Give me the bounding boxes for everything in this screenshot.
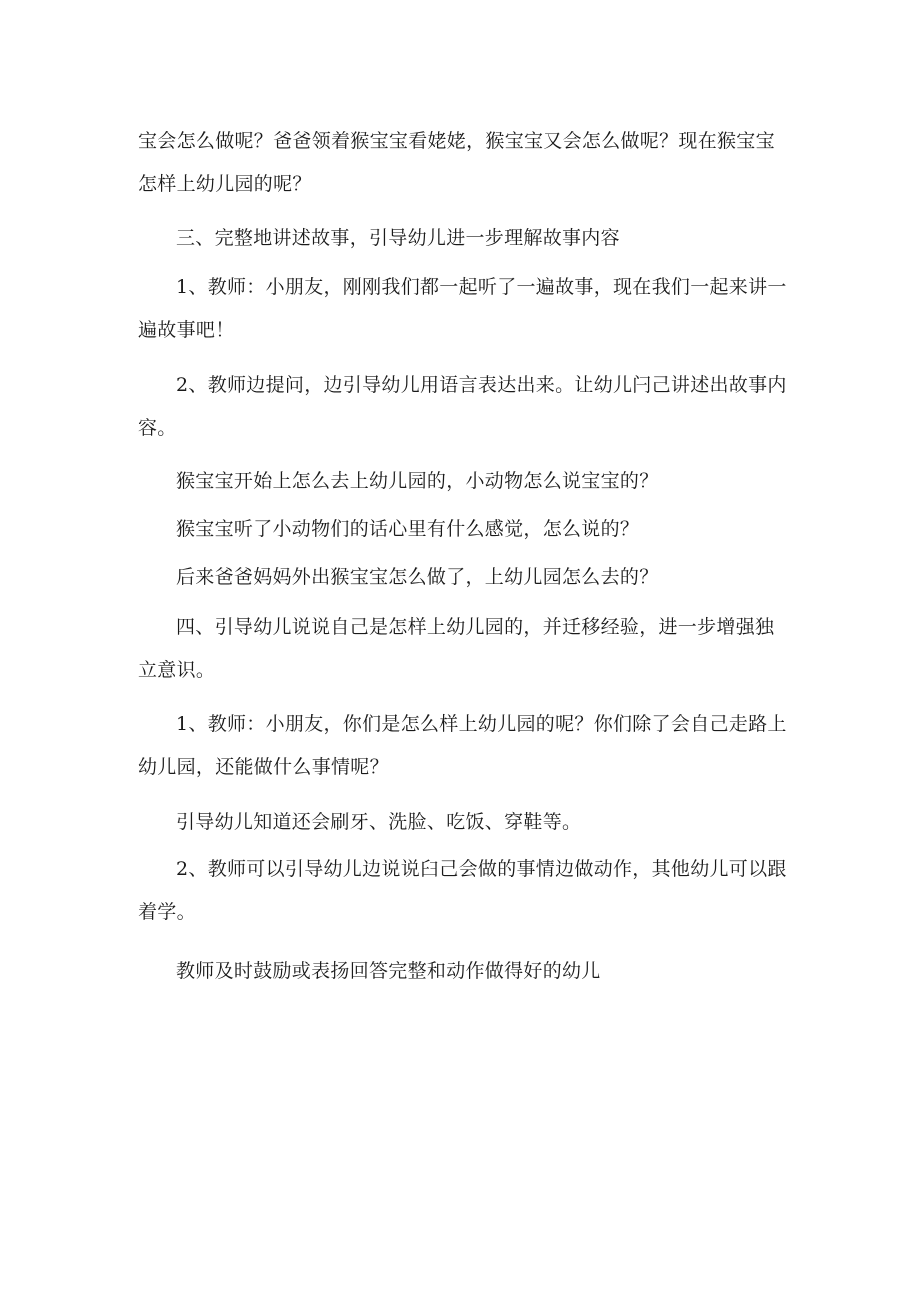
paragraph-story-questions: 宝会怎么做呢？爸爸领着猴宝宝看姥姥，猴宝宝又会怎么做呢？现在猴宝宝怎样上幼儿园的呢？ bbox=[138, 130, 775, 195]
paragraph-step-four-two: 2、教师可以引导幼儿边说说臼己会做的事情边做动作，其他幼儿可以跟着学。 bbox=[138, 858, 787, 923]
question-line-three: 后来爸爸妈妈外出猴宝宝怎么做了，上幼儿园怎么去的？ bbox=[176, 566, 659, 588]
paragraph-step-one: 1、教师：小朋友，刚刚我们都一起听了一遍故事，现在我们一起来讲一遍故事吧！ bbox=[138, 276, 787, 341]
paragraph-step-two: 2、教师边提问，边引导幼儿用语言表达出来。让幼儿闩己讲述出故事内容。 bbox=[138, 374, 787, 439]
section-heading-four: 四、引导幼儿说说自己是怎样上幼儿园的，并迁移经验，进一步增强独立意识。 bbox=[138, 616, 775, 681]
section-heading-three: 三、完整地讲述故事，引导幼儿进一步理解故事内容 bbox=[176, 227, 620, 249]
question-line-two: 猴宝宝听了小动物们的话心里有什么感觉，怎么说的？ bbox=[176, 518, 640, 540]
paragraph-step-four-one: 1、教师：小朋友，你们是怎么样上幼儿园的呢？你们除了会自己走路上幼儿园，还能做什么事情呢？ bbox=[138, 713, 787, 778]
paragraph-guidance: 引导幼儿知道还会刷牙、洗脸、吃饭、穿鞋等。 bbox=[176, 811, 582, 833]
question-line-one: 猴宝宝开始上怎么去上幼儿园的，小动物怎么说宝宝的？ bbox=[176, 470, 659, 492]
paragraph-closing: 教师及时鼓励或表扬回答完整和动作做得好的幼儿 bbox=[176, 960, 601, 982]
